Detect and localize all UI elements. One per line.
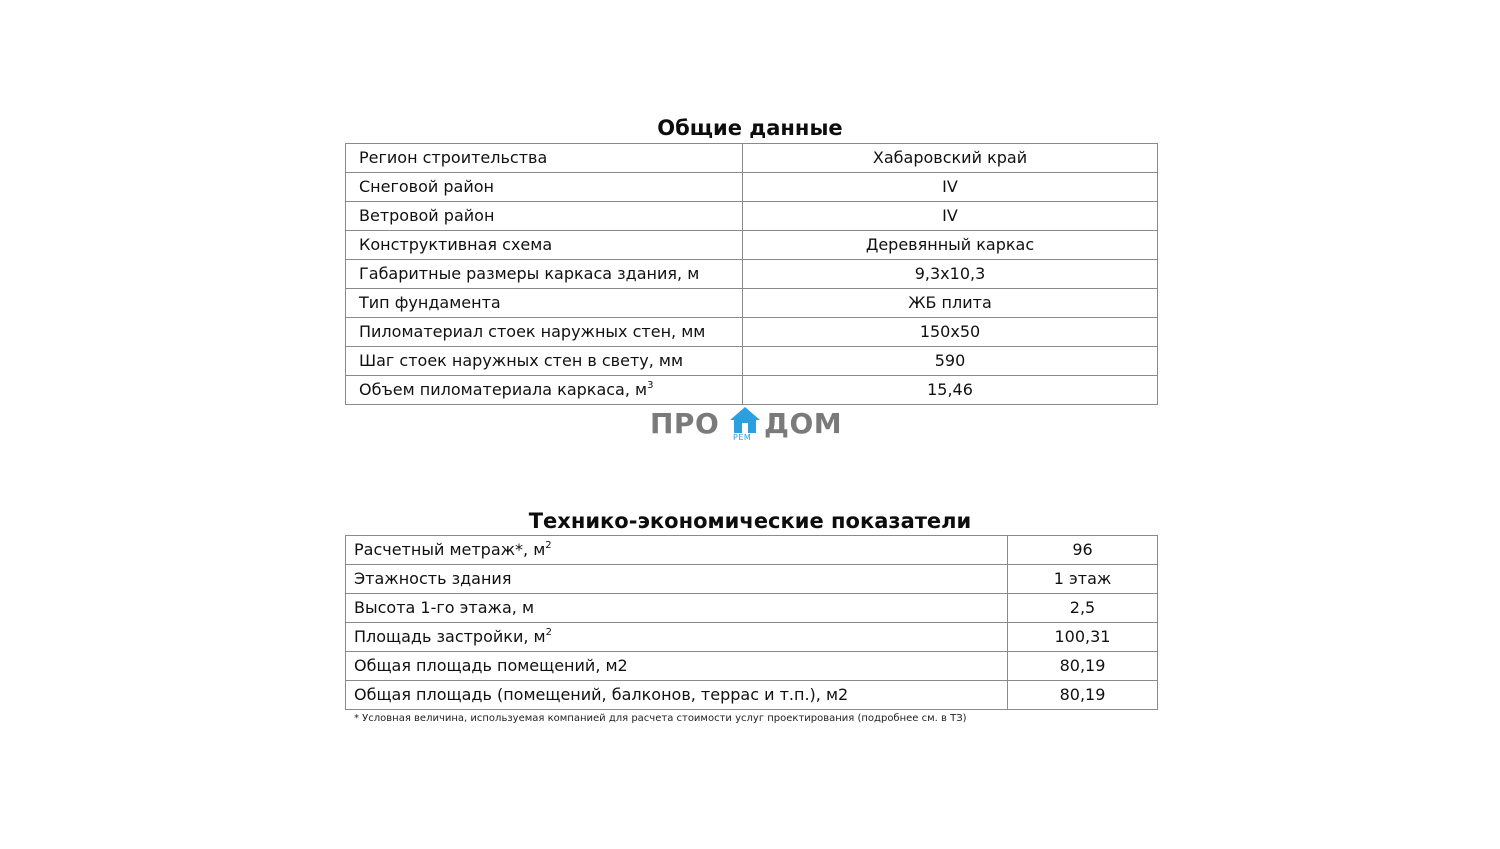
row-label: Габаритные размеры каркаса здания, м: [346, 260, 743, 289]
table-row: [346, 260, 1158, 289]
table-row: [346, 376, 1158, 405]
table-row: [346, 144, 1158, 173]
row-value: 96: [1008, 536, 1158, 565]
tech-indicators-table: [345, 535, 1158, 710]
row-value: Деревянный каркас: [743, 231, 1158, 260]
table-row: [346, 347, 1158, 376]
row-label: Тип фундамента: [346, 289, 743, 318]
general-data-table: [345, 143, 1158, 405]
table-row: [346, 202, 1158, 231]
table-row: [346, 652, 1158, 681]
unit-superscript: 2: [545, 539, 552, 551]
table-row: [346, 623, 1158, 652]
row-label: Ветровой район: [346, 202, 743, 231]
row-value: 80,19: [1008, 681, 1158, 710]
row-value: IV: [743, 173, 1158, 202]
row-label: Снеговой район: [346, 173, 743, 202]
row-value: ЖБ плита: [743, 289, 1158, 318]
row-value: 2,5: [1008, 594, 1158, 623]
table-row: [346, 231, 1158, 260]
tech-indicators-title: Технико-экономические показатели: [528, 509, 972, 533]
row-label: Пиломатериал стоек наружных стен, мм: [346, 318, 743, 347]
footnote: * Условная величина, используемая компанией для расчета стоимости услуг проектирования (подробнее см. в ТЗ): [354, 713, 967, 724]
row-label: Общая площадь (помещений, балконов, террас и т.п.), м2: [346, 681, 1008, 710]
row-label: Шаг стоек наружных стен в свету, мм: [346, 347, 743, 376]
row-value: 1 этаж: [1008, 565, 1158, 594]
table-row: [346, 594, 1158, 623]
table-row: [346, 173, 1158, 202]
row-label: Регион строительства: [346, 144, 743, 173]
table-row: [346, 536, 1158, 565]
row-label: Площадь застройки, $м^2$: [346, 623, 1008, 652]
table-row: [346, 318, 1158, 347]
logo-text-right: ДОМ: [764, 407, 843, 440]
row-value: 80,19: [1008, 652, 1158, 681]
house-icon: [729, 406, 761, 434]
general-data-title: Общие данные: [657, 116, 843, 140]
table-row: [346, 681, 1158, 710]
table-row: [346, 565, 1158, 594]
row-value: Хабаровский край: [743, 144, 1158, 173]
row-value: 100,31: [1008, 623, 1158, 652]
row-label: Этажность здания: [346, 565, 1008, 594]
unit-superscript: 2: [545, 626, 552, 638]
row-value: IV: [743, 202, 1158, 231]
row-label: Высота 1-го этажа, м: [346, 594, 1008, 623]
unit-superscript: 3: [647, 379, 654, 391]
logo-subtext: РЕМ: [733, 433, 752, 442]
row-value: 15,46: [743, 376, 1158, 405]
row-label: Общая площадь помещений, м2: [346, 652, 1008, 681]
row-label: Расчетный метраж*, $м^2$: [346, 536, 1008, 565]
logo-text-left: ПРО: [650, 407, 720, 440]
row-value: 590: [743, 347, 1158, 376]
company-logo: [650, 404, 850, 446]
row-value: 150x50: [743, 318, 1158, 347]
row-label: Объем пиломатериала каркаса, $м^3$: [346, 376, 743, 405]
table-row: [346, 289, 1158, 318]
row-value: 9,3x10,3: [743, 260, 1158, 289]
row-label: Конструктивная схема: [346, 231, 743, 260]
